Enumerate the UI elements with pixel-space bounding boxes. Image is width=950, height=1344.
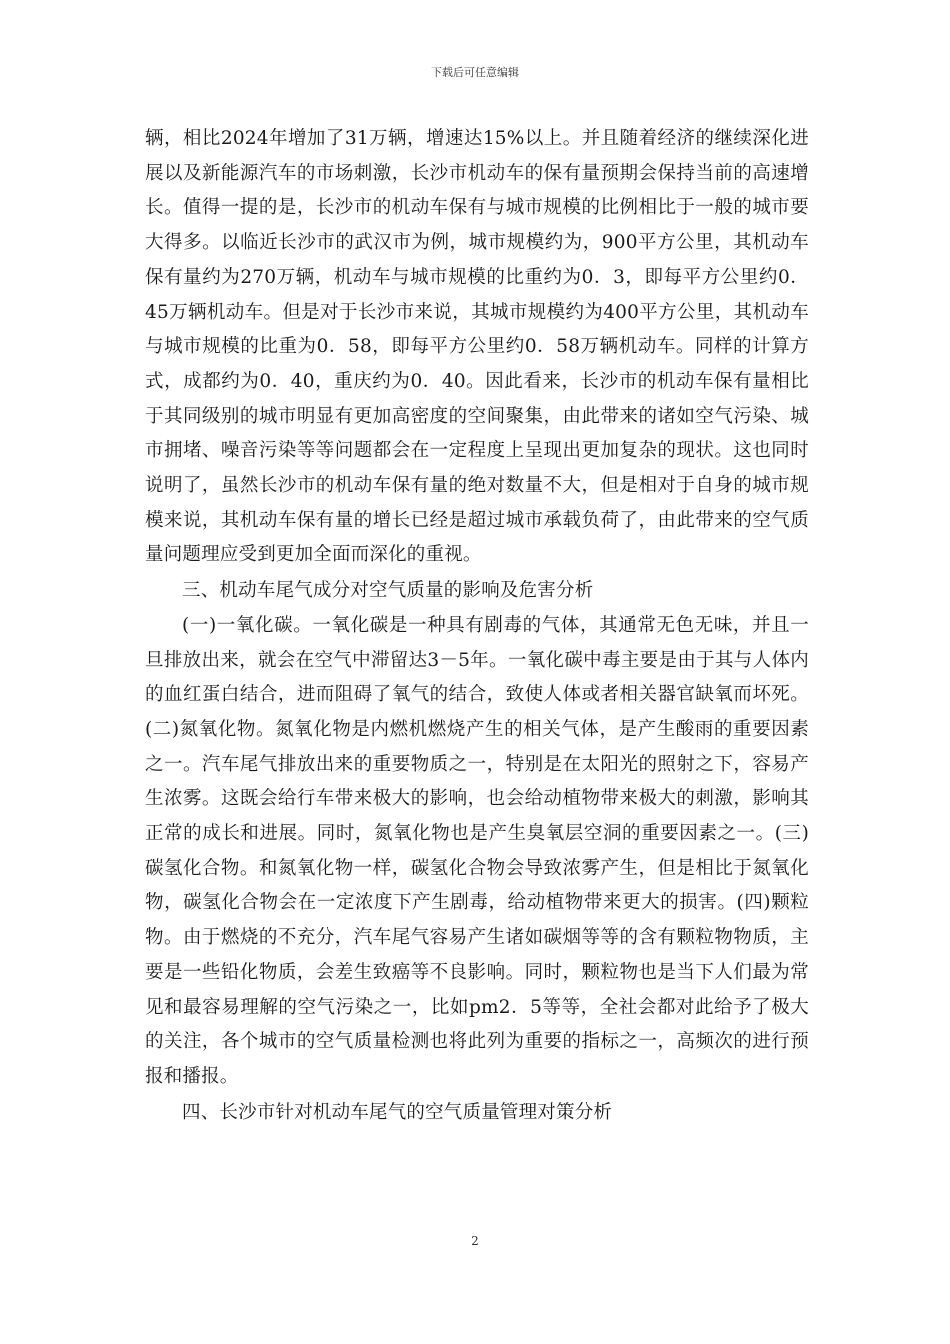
section-heading-4: 四、长沙市针对机动车尾气的空气质量管理对策分析 (182, 1101, 613, 1123)
section-heading-3: 三、机动车尾气成分对空气质量的影响及危害分析 (182, 580, 594, 602)
page-number: 2 (471, 1234, 479, 1248)
document-body (145, 122, 809, 1130)
paragraph-vehicle-density: 辆，相比2024年增加了31万辆，增速达15%以上。并且随着经济的继续深化进展以及新能源汽车的市场刺激，长沙市机动车的保有量预期会保持当前的高速增长。值得一提的是，长沙市的机动车保有与城市规模的比例相比于一般的城市要大得多。以临近长沙市的武汉市为例，城市规模约为，900平方公里，其机动车保有量约为270万辆，机动车与城市规模的比重约为0．3，即每平方公里约0．45万辆机动车。但是对于长沙市来说，其城市规模约为400平方公里，其机动车与城市规模的比重为0．58，即每平方公里约0．58万辆机动车。同样的计算方式，成都约为0．40，重庆约为0．40。因此看来，长沙市的机动车保有量相比于其同级别的城市明显有更加高密度的空间聚集，由此带来的诸如空气污染、城市拥堵、噪音污染等等问题都会在一定程度上呈现出更加复杂的现状。这也同时说明了，虽然长沙市的机动车保有量的绝对数量不大，但是相对于自身的城市规模来说，其机动车保有量的增长已经是超过城市承载负荷了，由此带来的空气质量问题理应受到更加全面而深化的重视。 (145, 128, 809, 566)
page-header: 下载后可任意编辑 (431, 66, 519, 79)
paragraph-exhaust-components: (一)一氧化碳。一氧化碳是一种具有剧毒的气体，其通常无色无味，并且一旦排放出来，就会在空气中滞留达3－5年。一氧化碳中毒主要是由于其与人体内的血红蛋白结合，进而阻碍了氧气的结合，致使人体或者相关器官缺氧而坏死。(二)氮氧化物。氮氧化物是内燃机燃烧产生的相关气体，是产生酸雨的重要因素之一。汽车尾气排放出来的重要物质之一，特别是在太阳光的照射之下，容易产生浓雾。这既会给行车带来极大的影响，也会给动植物带来极大的刺激，影响其正常的成长和进展。同时，氮氧化物也是产生臭氧层空洞的重要因素之一。(三)碳氢化合物。和氮氧化物一样，碳氢化合物会导致浓雾产生，但是相比于氮氧化物，碳氢化合物会在一定浓度下产生剧毒，给动植物带来更大的损害。(四)颗粒物。由于燃烧的不充分，汽车尾气容易产生诸如碳烟等等的含有颗粒物物质，主要是一些铅化物质，会差生致癌等不良影响。同时，颗粒物也是当下人们最为常见和最容易理解的空气污染之一，比如pm2．5等等，全社会都对此给予了极大的关注，各个城市的空气质量检测也将此列为重要的指标之一，高频次的进行预报和播报。 (145, 614, 809, 1087)
